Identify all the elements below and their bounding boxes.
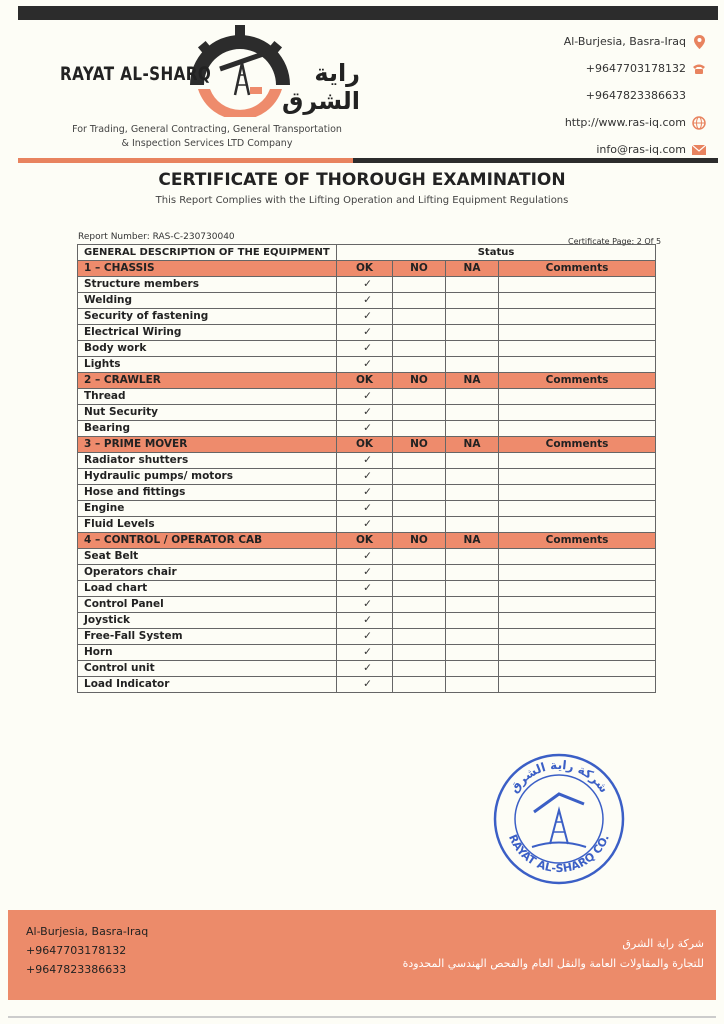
stamp-english-text: RAYAT AL-SHARQ CO. <box>506 832 612 876</box>
no-cell <box>393 309 446 325</box>
contact-phone-1[interactable] <box>506 55 706 82</box>
ok-check-mark: ✓ <box>337 549 393 565</box>
comments-cell <box>499 661 656 677</box>
comments-cell <box>499 341 656 357</box>
table-row <box>78 501 656 517</box>
comments-cell <box>499 549 656 565</box>
comments-cell <box>499 405 656 421</box>
na-cell <box>446 485 499 501</box>
section-title: 1 – CHASSIS <box>78 261 337 277</box>
na-cell <box>446 661 499 677</box>
website-link[interactable]: http://www.ras-iq.com <box>564 116 686 129</box>
email-link[interactable]: info@ras-iq.com <box>596 143 686 156</box>
comments-cell <box>499 581 656 597</box>
table-row <box>78 277 656 293</box>
na-cell <box>446 613 499 629</box>
item-name: Horn <box>78 645 337 661</box>
tagline-line-1: For Trading, General Contracting, General Transportation <box>72 124 342 135</box>
ok-check-mark: ✓ <box>337 293 393 309</box>
phone-1-text[interactable]: +9647703178132 <box>585 62 686 75</box>
comments-cell <box>499 501 656 517</box>
top-bar <box>18 6 718 20</box>
ok-check-mark: ✓ <box>337 309 393 325</box>
logo-arabic-name: راية الشرق <box>281 59 360 115</box>
table-row <box>78 469 656 485</box>
stamp-arabic-text: شركة راية الشرق <box>506 757 612 796</box>
item-name: Control Panel <box>78 597 337 613</box>
ok-check-mark: ✓ <box>337 613 393 629</box>
footer <box>8 910 716 1000</box>
item-name: Seat Belt <box>78 549 337 565</box>
no-cell <box>393 469 446 485</box>
table-row <box>78 405 656 421</box>
no-cell <box>393 613 446 629</box>
na-cell <box>446 341 499 357</box>
ok-check-mark: ✓ <box>337 517 393 533</box>
no-cell <box>393 421 446 437</box>
table-row <box>78 453 656 469</box>
status-header: Status <box>337 245 656 261</box>
comments-cell <box>499 421 656 437</box>
comments-cell <box>499 517 656 533</box>
section-header-row <box>78 373 656 389</box>
ok-check-mark: ✓ <box>337 277 393 293</box>
description-header: GENERAL DESCRIPTION OF THE EQUIPMENT <box>78 245 337 261</box>
document-subtitle: This Report Complies with the Lifting Operation and Lifting Equipment Regulations <box>155 195 569 206</box>
na-cell <box>446 405 499 421</box>
ok-check-mark: ✓ <box>337 405 393 421</box>
footer-contacts <box>26 922 148 979</box>
ok-check-mark: ✓ <box>337 421 393 437</box>
ok-column-header: OK <box>337 373 393 389</box>
no-cell <box>393 549 446 565</box>
report-number: Report Number: RAS-C-230730040 <box>78 232 235 242</box>
na-column-header: NA <box>446 261 499 277</box>
header-divider-accent <box>18 158 353 163</box>
footer-phone-2[interactable]: +9647823386633 <box>26 963 127 976</box>
table-row <box>78 565 656 581</box>
item-name: Free-Fall System <box>78 629 337 645</box>
item-name: Radiator shutters <box>78 453 337 469</box>
section-title: 3 – PRIME MOVER <box>78 437 337 453</box>
ok-check-mark: ✓ <box>337 453 393 469</box>
no-cell <box>393 597 446 613</box>
item-name: Security of fastening <box>78 309 337 325</box>
item-name: Structure members <box>78 277 337 293</box>
comments-cell <box>499 677 656 693</box>
na-cell <box>446 293 499 309</box>
na-column-header: NA <box>446 533 499 549</box>
na-cell <box>446 645 499 661</box>
na-cell <box>446 421 499 437</box>
na-cell <box>446 277 499 293</box>
na-cell <box>446 597 499 613</box>
company-stamp <box>492 752 626 886</box>
no-cell <box>393 389 446 405</box>
header-divider-dark <box>353 158 718 163</box>
comments-cell <box>499 453 656 469</box>
examination-table <box>77 244 656 693</box>
no-cell <box>393 357 446 373</box>
table-row <box>78 677 656 693</box>
na-cell <box>446 469 499 485</box>
table-row <box>78 389 656 405</box>
spacer-icon <box>692 89 706 103</box>
table-row <box>78 613 656 629</box>
na-column-header: NA <box>446 373 499 389</box>
table-row <box>78 357 656 373</box>
comments-cell <box>499 357 656 373</box>
item-name: Engine <box>78 501 337 517</box>
section-header-row <box>78 261 656 277</box>
ok-check-mark: ✓ <box>337 661 393 677</box>
table-row <box>78 293 656 309</box>
location-pin-icon <box>692 35 706 49</box>
table-row <box>78 325 656 341</box>
comments-cell <box>499 277 656 293</box>
ok-column-header: OK <box>337 261 393 277</box>
ok-check-mark: ✓ <box>337 565 393 581</box>
tagline-line-2: & Inspection Services LTD Company <box>121 138 293 149</box>
na-cell <box>446 453 499 469</box>
table-row <box>78 597 656 613</box>
ok-check-mark: ✓ <box>337 581 393 597</box>
no-cell <box>393 453 446 469</box>
table-row <box>78 581 656 597</box>
ok-check-mark: ✓ <box>337 485 393 501</box>
table-row <box>78 421 656 437</box>
no-cell <box>393 293 446 309</box>
comments-cell <box>499 565 656 581</box>
comments-cell <box>499 613 656 629</box>
item-name: Nut Security <box>78 405 337 421</box>
no-cell <box>393 581 446 597</box>
no-column-header: NO <box>393 373 446 389</box>
item-name: Control unit <box>78 661 337 677</box>
contact-website[interactable] <box>506 109 706 136</box>
table-row <box>78 485 656 501</box>
no-cell <box>393 661 446 677</box>
footer-address: Al-Burjesia, Basra-Iraq <box>26 925 149 938</box>
stamp-rig-icon <box>532 794 586 847</box>
comments-cell <box>499 325 656 341</box>
na-cell <box>446 325 499 341</box>
item-name: Joystick <box>78 613 337 629</box>
item-name: Hose and fittings <box>78 485 337 501</box>
item-name: Operators chair <box>78 565 337 581</box>
comments-column-header: Comments <box>499 437 656 453</box>
footer-arabic-name: شركة راية الشرق <box>622 937 704 950</box>
no-cell <box>393 405 446 421</box>
item-name: Hydraulic pumps/ motors <box>78 469 337 485</box>
item-name: Thread <box>78 389 337 405</box>
ok-check-mark: ✓ <box>337 389 393 405</box>
no-cell <box>393 645 446 661</box>
ok-check-mark: ✓ <box>337 629 393 645</box>
ok-column-header: OK <box>337 533 393 549</box>
item-name: Load Indicator <box>78 677 337 693</box>
item-name: Body work <box>78 341 337 357</box>
item-name: Fluid Levels <box>78 517 337 533</box>
comments-column-header: Comments <box>499 373 656 389</box>
section-title: 2 – CRAWLER <box>78 373 337 389</box>
no-cell <box>393 485 446 501</box>
comments-cell <box>499 645 656 661</box>
na-cell <box>446 549 499 565</box>
header-contacts <box>506 28 706 163</box>
table-row <box>78 645 656 661</box>
table-row <box>78 549 656 565</box>
comments-cell <box>499 469 656 485</box>
item-name: Bearing <box>78 421 337 437</box>
footer-arabic <box>403 934 704 974</box>
no-column-header: NO <box>393 261 446 277</box>
ok-check-mark: ✓ <box>337 597 393 613</box>
contact-address <box>506 28 706 55</box>
item-name: Electrical Wiring <box>78 325 337 341</box>
no-cell <box>393 341 446 357</box>
no-cell <box>393 565 446 581</box>
envelope-icon <box>692 143 706 157</box>
na-cell <box>446 565 499 581</box>
ok-check-mark: ✓ <box>337 357 393 373</box>
na-cell <box>446 629 499 645</box>
table-row <box>78 661 656 677</box>
no-column-header: NO <box>393 533 446 549</box>
no-cell <box>393 277 446 293</box>
item-name: Welding <box>78 293 337 309</box>
phone-icon <box>692 62 706 76</box>
na-cell <box>446 357 499 373</box>
na-column-header: NA <box>446 437 499 453</box>
footer-phone-1[interactable]: +9647703178132 <box>26 944 127 957</box>
globe-icon <box>692 116 706 130</box>
no-column-header: NO <box>393 437 446 453</box>
address-text: Al-Burjesia, Basra-Iraq <box>563 35 686 48</box>
comments-cell <box>499 389 656 405</box>
item-name: Lights <box>78 357 337 373</box>
company-tagline <box>62 123 352 151</box>
comments-cell <box>499 309 656 325</box>
comments-cell <box>499 485 656 501</box>
comments-cell <box>499 597 656 613</box>
ok-check-mark: ✓ <box>337 325 393 341</box>
ok-column-header: OK <box>337 437 393 453</box>
comments-column-header: Comments <box>499 533 656 549</box>
section-header-row <box>78 437 656 453</box>
section-header-row <box>78 533 656 549</box>
document-title: CERTIFICATE OF THOROUGH EXAMINATION <box>158 170 566 190</box>
section-title: 4 – CONTROL / OPERATOR CAB <box>78 533 337 549</box>
na-cell <box>446 581 499 597</box>
na-cell <box>446 501 499 517</box>
table-row <box>78 341 656 357</box>
table-row <box>78 309 656 325</box>
ok-check-mark: ✓ <box>337 341 393 357</box>
no-cell <box>393 629 446 645</box>
contact-phone-2[interactable] <box>506 82 706 109</box>
logo-english-name: RAYAT AL-SHARQ <box>60 63 212 85</box>
table-row <box>78 629 656 645</box>
ok-check-mark: ✓ <box>337 677 393 693</box>
table-row <box>78 517 656 533</box>
item-name: Load chart <box>78 581 337 597</box>
footer-arabic-description: للتجارة والمقاولات العامة والنقل العام والفحص الهندسي المحدودة <box>402 957 704 970</box>
na-cell <box>446 389 499 405</box>
na-cell <box>446 309 499 325</box>
no-cell <box>393 677 446 693</box>
table-header-row <box>78 245 656 261</box>
certificate-page: Certificate Page: 2 Of 5 <box>568 237 662 246</box>
phone-2-text[interactable]: +9647823386633 <box>585 89 686 102</box>
comments-cell <box>499 629 656 645</box>
no-cell <box>393 517 446 533</box>
comments-column-header: Comments <box>499 261 656 277</box>
company-logo <box>60 25 360 125</box>
comments-cell <box>499 293 656 309</box>
na-cell <box>446 517 499 533</box>
na-cell <box>446 677 499 693</box>
no-cell <box>393 325 446 341</box>
ok-check-mark: ✓ <box>337 501 393 517</box>
bottom-line <box>8 1016 716 1018</box>
ok-check-mark: ✓ <box>337 645 393 661</box>
no-cell <box>393 501 446 517</box>
ok-check-mark: ✓ <box>337 469 393 485</box>
